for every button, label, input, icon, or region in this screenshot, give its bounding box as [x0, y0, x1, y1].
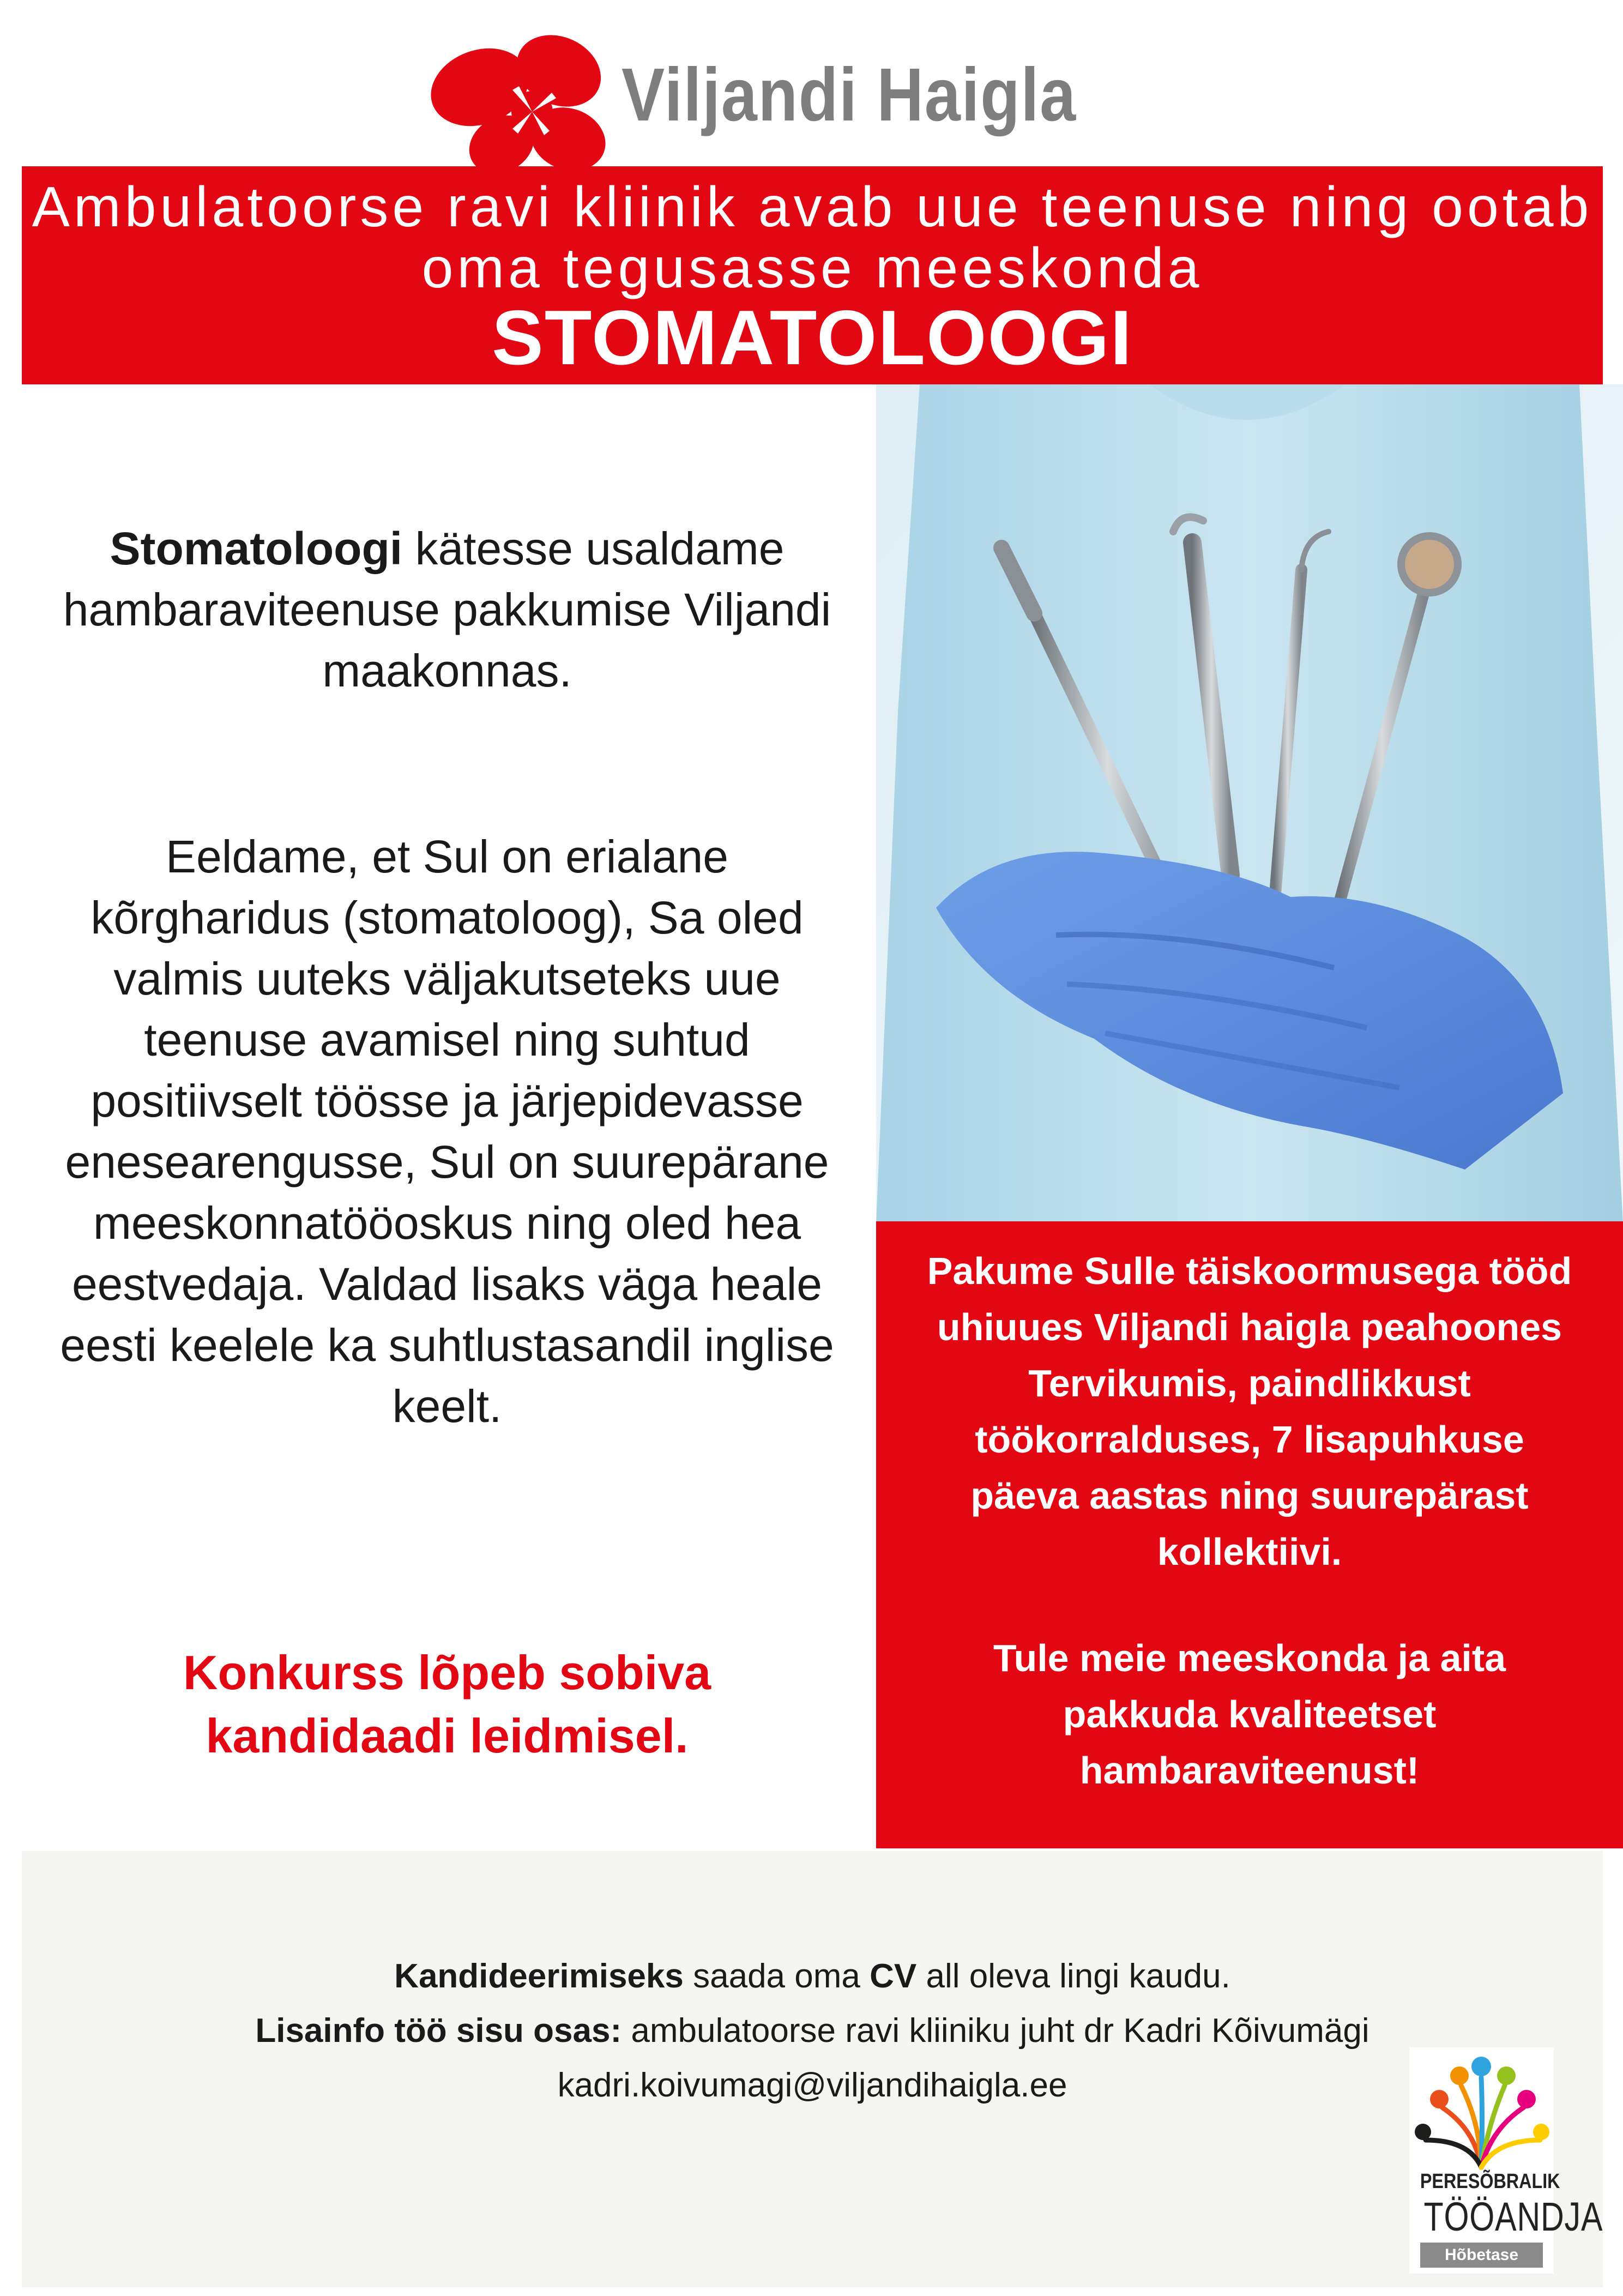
badge-line2: TÖÖANDJA: [1423, 2194, 1603, 2239]
intro-bold: Stomatoloogi: [110, 523, 403, 574]
badge-line1: PERESÕBRALIK: [1420, 2170, 1560, 2193]
deadline-notice: [33, 1641, 861, 1768]
requirements-line: eesti keelele ka suhtlustasandil inglise: [60, 1319, 834, 1371]
contact-info: [22, 2009, 1603, 2053]
intro-line1: kätesse usaldame: [402, 523, 785, 574]
offer-line: töökorralduses, 7 lisapuhkuse: [975, 1418, 1524, 1461]
badge-level: Hõbetase: [1420, 2243, 1543, 2268]
offer-line: Pakume Sulle täiskoormusega tööd: [927, 1250, 1572, 1292]
offer-call-to-action: [892, 1630, 1607, 1799]
header-subtitle-line1: Ambulatoorse ravi kliinik avab uue teenuse ning ootab: [32, 176, 1593, 239]
red-flower-icon: [425, 22, 614, 185]
info-rest: ambulatoorse ravi kliiniku juht dr Kadri Kõivumägi: [622, 2012, 1369, 2050]
info-bold: Lisainfo töö sisu osas:: [255, 2012, 622, 2050]
offer-box: [876, 1221, 1623, 1848]
requirements-line: valmis uuteks väljakutseteks uue: [113, 953, 781, 1004]
requirements-line: eestvedaja. Valdad lisaks väga heale: [71, 1258, 823, 1310]
requirements-line: keelt.: [392, 1381, 502, 1432]
intro-line2: hambaraviteenuse pakkumise Viljandi: [63, 584, 831, 635]
offer-line: päeva aastas ning suurepärast: [970, 1474, 1529, 1517]
offer-line: kollektiivi.: [1157, 1530, 1342, 1573]
job-title: STOMATOLOOGI: [492, 294, 1133, 381]
offer-line: Tervikumis, paindlikkust: [1028, 1362, 1471, 1405]
offer-line: uhiuues Viljandi haigla peahoones: [937, 1306, 1562, 1348]
apply-cv: CV: [870, 1957, 917, 1995]
intro-line3: maakonnas.: [322, 645, 572, 696]
contact-panel: [22, 1851, 1603, 2287]
header-subtitle-line2: oma tegusasse meeskonda: [421, 237, 1203, 300]
requirements-line: positiivselt töösse ja järjepidevasse: [90, 1075, 804, 1126]
deadline-line2: kandidaadi leidmisel.: [206, 1709, 689, 1763]
brand-name: Viljandi Haigla: [622, 53, 1077, 137]
requirements-line: kõrgharidus (stomatoloog), Sa oled: [90, 892, 804, 943]
cta-line: Tule meie meeskonda ja aita: [993, 1637, 1506, 1679]
apply-mid: saada oma: [683, 1957, 870, 1995]
requirements-line: teenuse avamisel ning suhtud: [144, 1014, 750, 1065]
apply-bold: Kandideerimiseks: [394, 1957, 684, 1995]
family-friendly-employer-badge: [1409, 2047, 1603, 2274]
contact-email[interactable]: kadri.koivumagi@viljandihaigla.ee: [557, 2066, 1067, 2104]
people-tree-icon: [1409, 2047, 1554, 2170]
deadline-line1: Konkurss lõpeb sobiva: [183, 1646, 711, 1700]
requirements-line: enesearengusse, Sul on suurepärane: [65, 1136, 829, 1188]
dental-instruments-photo: [876, 384, 1623, 1224]
intro-paragraph: [33, 518, 861, 701]
apply-end: all oleva lingi kaudu.: [916, 1957, 1230, 1995]
requirements-line: meeskonnatööoskus ning oled hea: [93, 1197, 801, 1249]
requirements-paragraph: [33, 826, 861, 1437]
offer-text: [892, 1243, 1607, 1580]
header-banner: [22, 166, 1603, 384]
requirements-line: Eeldame, et Sul on erialane: [166, 831, 728, 882]
cta-line: hambaraviteenust!: [1079, 1749, 1420, 1792]
cta-line: pakkuda kvaliteetset: [1063, 1693, 1437, 1735]
apply-instructions: [22, 1955, 1603, 1998]
